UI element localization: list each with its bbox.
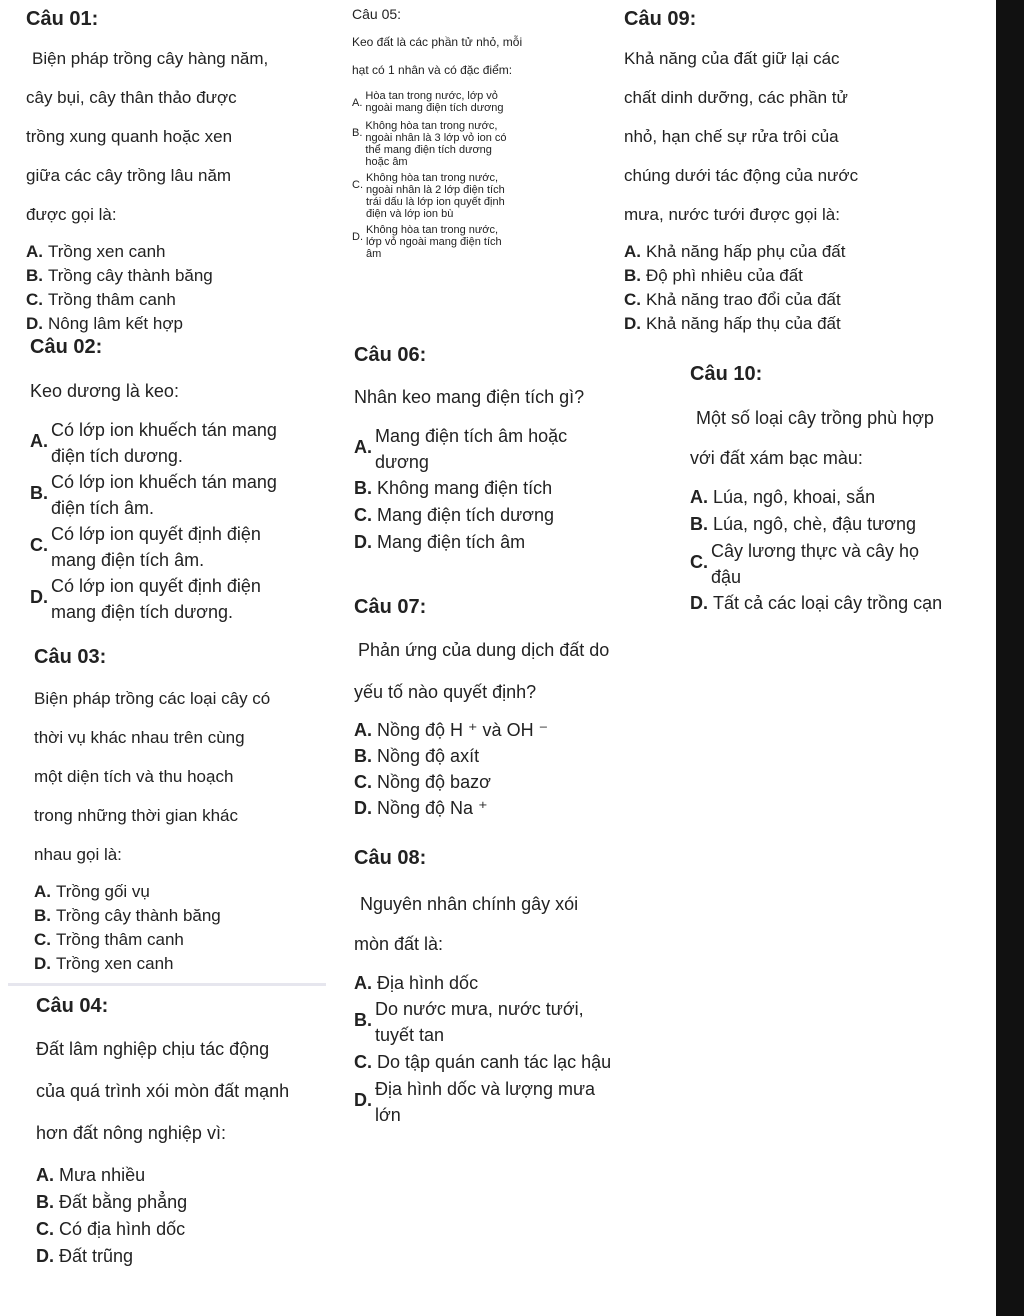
option-text: Không hòa tan trong nước, ngoài nhân là 3 lớp vỏ ion có thể mang điện tích dương hoặc âm — [365, 120, 507, 168]
option-letter: D. — [352, 231, 363, 243]
option-text: Đất trũng — [59, 1246, 134, 1266]
option-letter: B. — [26, 266, 43, 285]
option-a[interactable] — [30, 417, 277, 469]
option-c[interactable] — [624, 288, 858, 312]
option-letter: A. — [26, 242, 43, 261]
option-text: Trồng xen canh — [56, 954, 174, 973]
question-10 — [690, 363, 942, 617]
option-b[interactable] — [624, 264, 858, 288]
stem-line: trồng xung quanh hoặc xen — [26, 127, 233, 146]
question-stem — [354, 629, 609, 671]
option-letter: A. — [30, 431, 48, 451]
question-04 — [36, 995, 289, 1270]
option-letter: C. — [354, 505, 372, 525]
option-text: Độ phì nhiêu của đất — [646, 266, 803, 285]
option-a[interactable] — [34, 880, 270, 904]
stem-line: Phản ứng của dung dịch đất do — [358, 640, 610, 660]
option-letter: B. — [34, 906, 51, 925]
option-letter: A. — [34, 882, 51, 901]
option-text: Trồng gối vụ — [56, 882, 150, 901]
option-letter: D. — [354, 798, 372, 818]
option-b[interactable] — [36, 1189, 289, 1216]
option-d[interactable] — [26, 312, 268, 336]
option-letter: D. — [354, 532, 372, 552]
option-text: Địa hình dốc — [377, 973, 479, 993]
option-a[interactable] — [354, 423, 584, 475]
option-letter: A. — [624, 242, 641, 261]
option-letter: B. — [690, 514, 708, 534]
option-list — [34, 880, 270, 976]
stem-line: được gọi là: — [26, 205, 117, 224]
question-title: Câu 05: — [352, 6, 402, 22]
option-letter: C. — [36, 1219, 54, 1239]
option-b[interactable] — [690, 511, 942, 538]
option-letter: B. — [354, 478, 372, 498]
stem-line: Khả năng của đất giữ lại các — [624, 49, 840, 68]
option-letter: C. — [354, 772, 372, 792]
question-09 — [624, 8, 858, 336]
question-stem — [352, 34, 522, 78]
stem-line: giữa các cây trồng lâu năm — [26, 166, 232, 185]
stem-line: nhỏ, hạn chế sự rửa trôi của — [624, 127, 839, 146]
question-title: Câu 10: — [690, 363, 763, 385]
option-text: Không hòa tan trong nước, lớp vỏ ngoài mang điện tích âm — [366, 224, 502, 260]
stem-line: thời vụ khác nhau trên cùng — [34, 728, 245, 747]
question-stem — [26, 78, 268, 234]
question-06 — [354, 344, 584, 556]
option-text: Hòa tan trong nước, lớp vỏ ngoài mang điện tích dương — [365, 90, 504, 114]
option-text: Trồng xen canh — [48, 242, 166, 261]
question-02 — [30, 336, 277, 625]
option-text: Mưa nhiều — [59, 1165, 146, 1185]
option-c[interactable] — [354, 769, 609, 795]
option-text: Nồng độ Na ⁺ — [377, 798, 488, 818]
option-text: Khả năng hấp thụ của đất — [646, 314, 841, 333]
option-text: Có lớp ion quyết định điện mang điện tích âm. — [51, 524, 261, 570]
option-a[interactable] — [690, 484, 942, 511]
option-text: Có lớp ion khuếch tán mang điện tích âm. — [51, 472, 277, 518]
option-letter: C. — [34, 930, 51, 949]
option-text: Cây lương thực và cây họ đậu — [711, 541, 919, 587]
option-letter: B. — [352, 127, 363, 139]
question-title: Câu 04: — [36, 995, 109, 1017]
option-list — [352, 90, 522, 260]
option-list — [36, 1162, 289, 1270]
option-c[interactable] — [36, 1216, 289, 1243]
section-divider — [8, 983, 326, 986]
question-stem: Keo dương là keo: — [30, 381, 179, 401]
question-stem: Nhân keo mang điện tích gì? — [354, 387, 585, 407]
option-c[interactable] — [690, 538, 942, 590]
option-d[interactable] — [30, 573, 277, 625]
option-text: Đất bằng phẳng — [59, 1192, 188, 1212]
option-letter: A. — [354, 720, 372, 740]
question-title: Câu 06: — [354, 344, 427, 366]
option-c[interactable] — [354, 1048, 611, 1076]
option-text: Trồng thâm canh — [48, 290, 176, 309]
option-a[interactable] — [354, 970, 611, 996]
option-c[interactable] — [354, 502, 584, 529]
stem-line: Đất lâm nghiệp chịu tác động — [36, 1039, 270, 1059]
option-letter: D. — [36, 1246, 54, 1266]
option-text: Trồng cây thành băng — [48, 266, 213, 285]
option-text: Mang điện tích âm hoặc dương — [375, 426, 568, 472]
option-letter: C. — [690, 552, 708, 572]
option-letter: D. — [34, 954, 51, 973]
option-text: Mang điện tích dương — [377, 505, 554, 525]
stem-line: yếu tố nào quyết định? — [354, 682, 537, 702]
option-letter: C. — [30, 535, 48, 555]
option-letter: D. — [690, 593, 708, 613]
stem-line: chất dinh dưỡng, các phần tử — [624, 88, 848, 107]
option-c[interactable] — [26, 288, 268, 312]
option-b[interactable] — [354, 743, 609, 769]
option-letter: C. — [624, 290, 641, 309]
screen-edge-bar — [996, 0, 1024, 1316]
stem-line: Biện pháp trồng cây hàng năm, — [32, 49, 269, 68]
option-text: Lúa, ngô, khoai, sắn — [713, 487, 876, 507]
option-letter: A. — [690, 487, 708, 507]
question-stem — [624, 39, 858, 234]
question-03 — [34, 646, 270, 976]
stem-line: Nguyên nhân chính gây xói — [360, 894, 579, 914]
option-letter: C. — [354, 1052, 372, 1072]
question-stem — [690, 398, 942, 438]
option-b[interactable] — [26, 264, 268, 288]
option-c[interactable] — [30, 521, 277, 573]
option-d[interactable] — [352, 224, 522, 260]
option-text: Khả năng trao đổi của đất — [646, 290, 841, 309]
option-letter: D. — [624, 314, 641, 333]
option-text: Không mang điện tích — [377, 478, 553, 498]
stem-line: nhau gọi là: — [34, 845, 122, 864]
option-list — [354, 423, 584, 556]
option-a[interactable] — [36, 1162, 289, 1189]
stem-line: mòn đất là: — [354, 934, 444, 954]
option-a[interactable] — [354, 717, 609, 743]
option-d[interactable] — [624, 312, 858, 336]
option-text: Trồng cây thành băng — [56, 906, 221, 925]
option-a[interactable] — [624, 240, 858, 264]
option-text: Nồng độ bazơ — [377, 772, 491, 792]
stem-line: chúng dưới tác động của nước — [624, 166, 859, 185]
question-08 — [354, 847, 611, 1128]
option-list — [26, 240, 268, 336]
option-list — [690, 484, 942, 617]
option-text: Khả năng hấp phụ của đất — [646, 242, 846, 261]
option-letter: A. — [354, 973, 372, 993]
option-d[interactable] — [34, 952, 270, 976]
question-title: Câu 01: — [26, 8, 99, 30]
question-stem — [354, 671, 609, 713]
stem-line: cây bụi, cây thân thảo được — [26, 88, 237, 107]
option-text: Không hòa tan trong nước, ngoài nhân là 2 lớp điện tích trái dấu là lớp ion quyết định điện và lớp ion bù — [366, 172, 505, 220]
option-b[interactable] — [354, 996, 611, 1048]
option-c[interactable] — [352, 172, 522, 220]
option-letter: D. — [354, 1090, 372, 1110]
stem-line: Biện pháp trồng các loại cây có — [34, 689, 271, 708]
question-title: Câu 09: — [624, 8, 697, 30]
option-letter: C. — [352, 179, 363, 191]
stem-line: hạt có 1 nhân và có đặc điểm: — [352, 63, 513, 77]
question-title: Câu 08: — [354, 847, 427, 869]
question-05 — [352, 6, 522, 260]
option-c[interactable] — [34, 928, 270, 952]
option-d[interactable] — [690, 590, 942, 617]
question-stem — [690, 438, 942, 478]
option-letter: B. — [354, 1010, 372, 1030]
question-07 — [354, 596, 609, 821]
option-list — [624, 240, 858, 336]
question-title: Câu 02: — [30, 336, 103, 358]
option-letter: A. — [352, 97, 363, 109]
option-text: Nồng độ axít — [377, 746, 480, 766]
stem-line: mưa, nước tưới được gọi là: — [624, 205, 840, 224]
question-stem — [354, 924, 611, 964]
option-letter: B. — [354, 746, 372, 766]
option-b[interactable] — [352, 120, 522, 168]
stem-line: Keo đất là các phần tử nhỏ, mỗi — [352, 35, 523, 49]
option-letter: D. — [30, 587, 48, 607]
option-text: Mang điện tích âm — [377, 532, 526, 552]
option-text: Tất cả các loại cây trồng cạn — [713, 593, 943, 613]
stem-line: của quá trình xói mòn đất mạnh — [36, 1081, 290, 1101]
option-list — [354, 717, 609, 821]
option-d[interactable] — [354, 1076, 611, 1128]
stem-line: hơn đất nông nghiệp vì: — [36, 1123, 226, 1143]
option-b[interactable] — [354, 475, 584, 502]
option-a[interactable] — [26, 240, 268, 264]
option-text: Lúa, ngô, chè, đậu tương — [713, 514, 917, 534]
option-d[interactable] — [354, 529, 584, 556]
stem-line: với đất xám bạc màu: — [690, 448, 863, 468]
option-letter: B. — [624, 266, 641, 285]
option-text: Có lớp ion khuếch tán mang điện tích dương. — [51, 420, 277, 466]
option-letter: B. — [36, 1192, 54, 1212]
question-title: Câu 07: — [354, 596, 427, 618]
option-text: Có địa hình dốc — [59, 1219, 186, 1239]
option-d[interactable] — [354, 795, 609, 821]
option-b[interactable] — [34, 904, 270, 928]
option-d[interactable] — [36, 1243, 289, 1270]
stem-line: một diện tích và thu hoạch — [34, 767, 234, 786]
option-letter: D. — [26, 314, 43, 333]
option-letter: C. — [26, 290, 43, 309]
option-text: Nông lâm kết hợp — [48, 314, 183, 333]
stem-line: Một số loại cây trồng phù hợp — [696, 408, 934, 428]
question-title: Câu 03: — [34, 646, 107, 668]
option-text: Nồng độ H ⁺ và OH ⁻ — [377, 720, 549, 740]
question-stem — [34, 679, 270, 874]
option-text: Do nước mưa, nước tưới, tuyết tan — [375, 999, 584, 1045]
option-text: Địa hình dốc và lượng mưa lớn — [375, 1079, 596, 1125]
option-letter: B. — [30, 483, 48, 503]
option-list — [354, 970, 611, 1128]
question-stem — [36, 1028, 289, 1154]
option-letter: A. — [354, 437, 372, 457]
question-stem — [354, 884, 611, 924]
question-stem — [26, 39, 268, 78]
question-01 — [26, 8, 268, 336]
stem-line: trong những thời gian khác — [34, 806, 238, 825]
option-text: Có lớp ion quyết định điện mang điện tích dương. — [51, 576, 261, 622]
option-text: Trồng thâm canh — [56, 930, 184, 949]
option-a[interactable] — [352, 90, 522, 114]
option-list — [30, 417, 277, 625]
option-text: Do tập quán canh tác lạc hậu — [377, 1052, 612, 1072]
option-b[interactable] — [30, 469, 277, 521]
option-letter: A. — [36, 1165, 54, 1185]
